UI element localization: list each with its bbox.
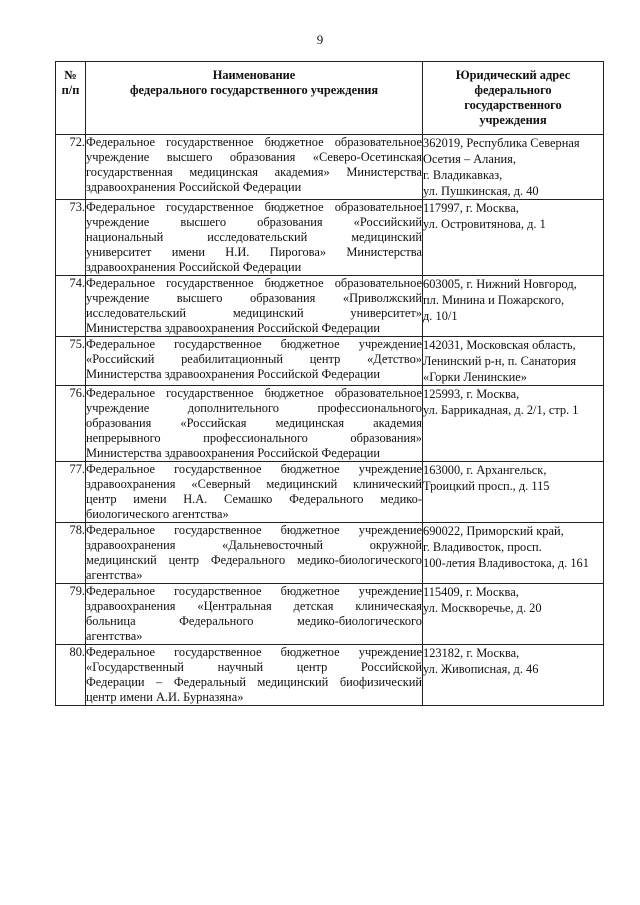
institutions-table	[55, 61, 604, 706]
institution-name-line: непрерывного профессионального образования»	[86, 431, 422, 445]
table-row	[56, 462, 604, 523]
institution-name-line: учреждение высшего образования «Северо-Осетинская	[86, 150, 422, 164]
institution-name-line: центр имени Н.А. Семашко Федерального медико-	[86, 492, 422, 506]
legal-address-line: 123182, г. Москва,	[423, 646, 520, 660]
legal-address-line: 100-летия Владивостока, д. 161	[423, 556, 589, 570]
institution-name	[86, 337, 423, 386]
row-number: 73.	[56, 200, 86, 276]
legal-address	[423, 337, 604, 386]
header-name-line: Наименование	[212, 68, 296, 82]
legal-address	[423, 523, 604, 584]
institution-name-line: Федеральное государственное бюджетное образовательное	[86, 135, 422, 149]
header-address-line: учреждения	[479, 113, 547, 127]
legal-address	[423, 462, 604, 523]
legal-address	[423, 200, 604, 276]
header-address-line: государственного	[464, 98, 562, 112]
legal-address-line: 115409, г. Москва,	[423, 585, 519, 599]
institution-name-line: учреждение дополнительного профессионального	[86, 401, 422, 415]
header-address-line: Юридический адрес	[455, 68, 571, 82]
institution-name-line: Федеральное государственное бюджетное учреждение	[86, 523, 422, 537]
legal-address	[423, 386, 604, 462]
institution-name-line: Министерства здравоохранения Российской Федерации	[86, 367, 380, 381]
institution-name-line: Федеральное государственное бюджетное учреждение	[86, 584, 422, 598]
legal-address-line: 690022, Приморский край,	[423, 524, 564, 538]
institution-name-line: здравоохранения «Дальневосточный окружной	[86, 538, 422, 552]
legal-address-line: 117997, г. Москва,	[423, 201, 519, 215]
table-row	[56, 645, 604, 706]
row-number: 74.	[56, 276, 86, 337]
header-number	[56, 62, 86, 135]
legal-address-line: ул. Живописная, д. 46	[423, 662, 539, 676]
institution-name-line: больница Федерального медико-биологического	[86, 614, 422, 628]
row-number: 75.	[56, 337, 86, 386]
legal-address-line: 125993, г. Москва,	[423, 387, 520, 401]
legal-address-line: ул. Пушкинская, д. 40	[423, 184, 539, 198]
legal-address	[423, 276, 604, 337]
institution-name	[86, 276, 423, 337]
legal-address-line: Ленинский р-н, п. Санатория	[423, 354, 577, 368]
page-number: 9	[316, 32, 324, 47]
header-number-line: №	[64, 68, 77, 82]
institution-name-line: Федеральное государственное бюджетное учреждение	[86, 337, 422, 351]
legal-address-line: 142031, Московская область,	[423, 338, 576, 352]
institution-name-line: учреждение высшего образования «Приволжский	[86, 291, 422, 305]
legal-address-line: ул. Москворечье, д. 20	[423, 601, 542, 615]
institution-name-line: Федеральное государственное бюджетное образовательное	[86, 386, 422, 400]
header-name-line: федерального государственного учреждения	[129, 83, 379, 97]
legal-address-line: Осетия – Алания,	[423, 152, 516, 166]
table-header-row	[56, 62, 604, 135]
table-row	[56, 200, 604, 276]
institution-name	[86, 523, 423, 584]
institution-name	[86, 645, 423, 706]
institution-name-line: медицинский центр Федерального медико-биологического	[86, 553, 422, 567]
row-number: 72.	[56, 135, 86, 200]
institution-name-line: здравоохранения «Северный медицинский клинический	[86, 477, 422, 491]
legal-address-line: пл. Минина и Пожарского,	[423, 293, 565, 307]
institution-name-line: биологического агентства»	[86, 507, 229, 521]
header-address	[423, 62, 604, 135]
institution-name-line: Федеральное государственное бюджетное учреждение	[86, 462, 422, 476]
legal-address-line: г. Владивосток, просп.	[423, 540, 542, 554]
institution-name-line: Федерации – Федеральный медицинский биофизический	[86, 675, 422, 689]
institution-name-line: здравоохранения Российской Федерации	[86, 180, 302, 194]
legal-address-line: ул. Баррикадная, д. 2/1, стр. 1	[423, 403, 579, 417]
institution-name-line: исследовательский медицинский университет»	[86, 306, 422, 320]
row-number: 78.	[56, 523, 86, 584]
legal-address-line: 362019, Республика Северная	[423, 136, 580, 150]
legal-address-line: «Горки Ленинские»	[423, 370, 527, 384]
header-address-line: федерального	[474, 83, 552, 97]
institution-name	[86, 386, 423, 462]
legal-address-line: ул. Островитянова, д. 1	[423, 217, 546, 231]
table-row	[56, 337, 604, 386]
table-row	[56, 386, 604, 462]
institution-name-line: «Российский реабилитационный центр «Детство»	[86, 352, 422, 366]
institution-name-line: «Государственный научный центр Российской	[86, 660, 422, 674]
table-row	[56, 584, 604, 645]
legal-address-line: Троицкий просп., д. 115	[423, 479, 550, 493]
legal-address	[423, 645, 604, 706]
institution-name-line: агентства»	[86, 629, 143, 643]
row-number: 76.	[56, 386, 86, 462]
institution-name-line: университет имени Н.И. Пирогова» Министерства	[86, 245, 422, 259]
table-row	[56, 276, 604, 337]
institution-name-line: агентства»	[86, 568, 143, 582]
table-row	[56, 135, 604, 200]
legal-address	[423, 135, 604, 200]
legal-address	[423, 584, 604, 645]
table-body	[56, 135, 604, 706]
institution-name-line: центр имени А.И. Бурназяна»	[86, 690, 244, 704]
row-number: 77.	[56, 462, 86, 523]
institution-name-line: учреждение высшего образования «Российский	[86, 215, 422, 229]
institution-name-line: Федеральное государственное бюджетное образовательное	[86, 276, 422, 290]
table-row	[56, 523, 604, 584]
header-number-line: п/п	[61, 83, 80, 97]
header-name	[86, 62, 423, 135]
institution-name-line: Федеральное государственное бюджетное учреждение	[86, 645, 422, 659]
institution-name	[86, 584, 423, 645]
institution-name-line: Министерства здравоохранения Российской Федерации	[86, 446, 380, 460]
institution-name-line: образования «Российская медицинская академия	[86, 416, 422, 430]
institution-name-line: государственная медицинская академия» Министерства	[86, 165, 422, 179]
institution-name-line: национальный исследовательский медицинский	[86, 230, 422, 244]
institution-name-line: здравоохранения «Центральная детская клиническая	[86, 599, 422, 613]
institution-name-line: Министерства здравоохранения Российской Федерации	[86, 321, 380, 335]
institution-name	[86, 200, 423, 276]
institution-name	[86, 462, 423, 523]
institution-name-line: здравоохранения Российской Федерации	[86, 260, 302, 274]
legal-address-line: д. 10/1	[423, 309, 458, 323]
legal-address-line: г. Владикавказ,	[423, 168, 503, 182]
institution-name-line: Федеральное государственное бюджетное образовательное	[86, 200, 422, 214]
institution-name	[86, 135, 423, 200]
legal-address-line: 163000, г. Архангельск,	[423, 463, 547, 477]
row-number: 80.	[56, 645, 86, 706]
legal-address-line: 603005, г. Нижний Новгород,	[423, 277, 577, 291]
row-number: 79.	[56, 584, 86, 645]
